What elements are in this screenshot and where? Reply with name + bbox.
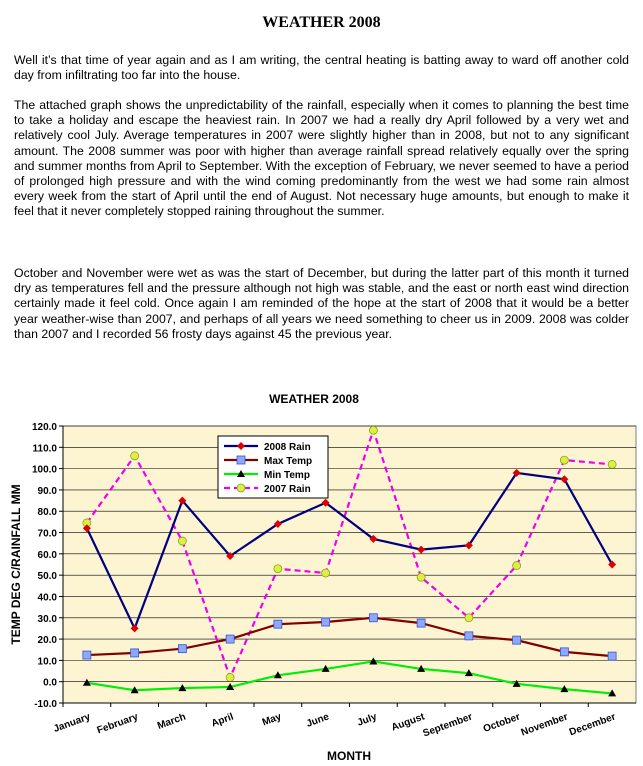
y-tick-label: 0.0 <box>43 677 57 689</box>
data-point-max-temp <box>178 645 186 653</box>
chart-title: WEATHER 2008 <box>269 392 359 406</box>
x-tick-label: December <box>567 711 618 739</box>
legend-marker-max-temp <box>237 456 245 464</box>
data-point-max-temp <box>369 614 377 622</box>
y-tick-label: 20.0 <box>37 635 57 647</box>
x-tick-label: June <box>304 711 331 730</box>
data-point-max-temp <box>513 636 521 644</box>
x-tick-label: July <box>355 711 379 729</box>
x-tick-label: August <box>390 711 427 734</box>
data-point-max-temp <box>226 635 234 643</box>
paragraph-intro: Well it’s that time of year again and as I am writing, the central heating is batting away to ward off another cold day from infiltrating too far into the house. <box>14 53 629 83</box>
data-point-max-temp <box>322 618 330 626</box>
x-tick-label: November <box>519 711 570 739</box>
data-point-max-temp <box>465 632 473 640</box>
data-point-2007-rain <box>178 537 186 545</box>
x-tick-label: January <box>52 711 92 735</box>
y-tick-label: 10.0 <box>37 656 57 668</box>
data-point-2007-rain <box>560 456 568 464</box>
weather-chart <box>0 380 643 766</box>
data-point-2007-rain <box>513 562 521 570</box>
y-tick-label: 50.0 <box>37 571 57 583</box>
data-point-2007-rain <box>369 426 377 434</box>
data-point-2007-rain <box>322 569 330 577</box>
x-axis-label: MONTH <box>327 749 371 763</box>
y-tick-label: 110.0 <box>32 443 57 455</box>
x-tick-label: September <box>421 711 474 740</box>
data-point-max-temp <box>83 651 91 659</box>
legend-label-2007-rain: 2007 Rain <box>264 484 311 495</box>
plot-area <box>63 426 636 703</box>
x-tick-label: March <box>155 711 188 732</box>
x-tick-label: May <box>260 711 283 729</box>
y-tick-label: 100.0 <box>31 464 57 476</box>
data-point-2007-rain <box>131 452 139 460</box>
legend-label-min-temp: Min Temp <box>264 470 310 481</box>
paragraph-rainfall: The attached graph shows the unpredictability of the rainfall, especially when it comes to planning the best time to take a holiday and escape the heaviest rain. In 2007 we had a really dry April followed by a very wet and relatively cool July. Average temperatures in 2007 were slightly higher than in 2008, but not to any significant amount. The 2008 summer was poor with higher than average rainfall spread relatively equally over the spring and summer months from April to September. With the exception of February, we never seemed to have a period of prolonged high pressure and with the wind coming predominantly from the west we had some rain almost every week from the start of April until the end of August. Not necessary huge amounts, but enough to make it feel that it never completely stopped raining throughout the summer. <box>14 98 629 219</box>
y-tick-label: 70.0 <box>37 528 57 540</box>
data-point-2007-rain <box>226 673 234 681</box>
data-point-2007-rain <box>465 614 473 622</box>
y-axis-label: TEMP DEG C/RAINFALL MM <box>9 484 23 645</box>
y-tick-label: 40.0 <box>37 592 57 604</box>
y-tick-label: 120.0 <box>31 422 57 433</box>
legend-marker-2007-rain <box>237 484 245 492</box>
y-tick-label: 80.0 <box>37 507 57 519</box>
data-point-2007-rain <box>608 460 616 468</box>
y-tick-label: 90.0 <box>37 485 57 497</box>
y-tick-label: -10.0 <box>34 699 57 710</box>
data-point-max-temp <box>131 649 139 657</box>
page-title: WEATHER 2008 <box>262 14 381 31</box>
y-tick-label: 60.0 <box>37 549 57 561</box>
y-tick-label: 30.0 <box>37 613 57 625</box>
legend <box>218 436 328 498</box>
data-point-2007-rain <box>417 573 425 581</box>
data-point-max-temp <box>274 620 282 628</box>
legend-label-2008-rain: 2008 Rain <box>264 442 311 453</box>
data-point-max-temp <box>560 648 568 656</box>
x-tick-label: April <box>209 711 236 730</box>
paragraph-winter: October and November were wet as was the start of December, but during the latter part of this month it turned dry as temperatures fell and the pressure although not high was stable, and the east or north east wind direction certainly made it feel cold. Once again I am reminded of the hope at the start of 2008 that it would be a better year weather-wise than 2007, and perhaps of all years we need something to cheer us in 2009. 2008 was colder than 2007 and I recorded 56 frosty days against 45 the previous year. <box>14 266 629 341</box>
data-point-max-temp <box>417 619 425 627</box>
legend-label-max-temp: Max Temp <box>264 456 313 467</box>
x-tick-label: February <box>95 711 140 737</box>
x-axis-ticks <box>52 703 617 739</box>
data-point-max-temp <box>608 652 616 660</box>
x-tick-label: October <box>481 711 522 735</box>
data-point-2007-rain <box>274 565 282 573</box>
